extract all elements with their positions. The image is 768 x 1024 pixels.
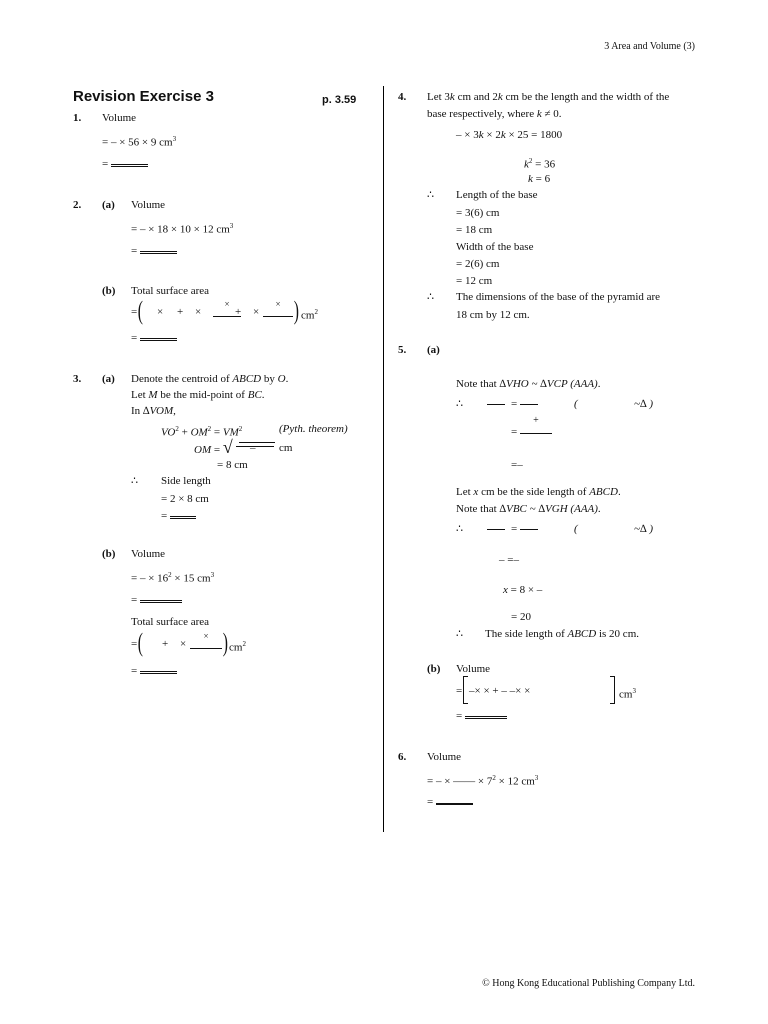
q5a-20: = 20 xyxy=(511,611,531,623)
therefore-symbol: ∴ xyxy=(456,523,463,535)
page-reference: p. 3.59 xyxy=(322,94,357,106)
q1-answer: = xyxy=(102,156,148,171)
fraction: × xyxy=(190,631,222,655)
q5a-conclusion: The side length of ABCD is 20 cm. xyxy=(485,628,639,640)
q5a-ratio: – =– xyxy=(499,554,519,566)
q4-width-eq2: = 12 cm xyxy=(456,275,493,287)
q3b-formula: = – × $16^2 \times 15$ $cm^3$ xyxy=(131,571,215,585)
q5a-x-eq: x = 8 × – xyxy=(503,584,543,596)
q2a-answer: = xyxy=(131,243,177,258)
q2b-title: Total surface area xyxy=(131,285,210,297)
q4-k-eq: k = 6 xyxy=(528,173,551,185)
q4-length-eq2: = 18 cm xyxy=(456,224,493,236)
q3a-side-length: Side length xyxy=(161,475,211,487)
pythagoras-note: (Pyth. theorem) xyxy=(279,423,348,435)
q5b-content: –× × + – –× × xyxy=(469,685,531,697)
q3a-pythagoras: $VO^2 + OM^2 = VM^2$ xyxy=(161,425,243,439)
q5b-eq: = xyxy=(456,685,463,697)
answer-blank xyxy=(436,795,473,805)
q3a-line1: Denote the centroid of ABCD by O. xyxy=(131,373,289,385)
left-paren: ( xyxy=(137,628,143,657)
q2b-eq: = xyxy=(131,306,138,318)
right-paren: ) xyxy=(222,628,228,657)
q5b-answer: = xyxy=(456,708,507,723)
page-footer: © Hong Kong Educational Publishing Company Ltd. xyxy=(482,978,695,989)
q4-number: 4. xyxy=(398,91,407,103)
unit: $cm^2$ xyxy=(229,640,246,654)
q6-formula: = – × —— × $7^2 \times 12$ $cm^3$ xyxy=(427,774,539,788)
q5-number: 5. xyxy=(398,344,407,356)
q4-conclusion2: 18 cm by 12 cm. xyxy=(456,309,530,321)
left-paren: ( xyxy=(137,296,143,325)
page-header: 3 Area and Volume (3) xyxy=(604,41,695,52)
q5a-label: (a) xyxy=(427,344,440,356)
fraction-bar xyxy=(487,522,505,536)
q6-label: Volume xyxy=(427,751,462,763)
right-paren: ) xyxy=(293,296,299,325)
q2a-formula: = – × 18 × 10 × 12 $cm^3$ xyxy=(131,222,234,236)
q5a-note2: Note that ∆VBC ~ ∆VGH (AAA). xyxy=(456,503,601,515)
left-bracket xyxy=(463,676,468,704)
q4-line2: base respectively, where k ≠ 0. xyxy=(427,108,562,120)
q5a-let: Let x cm be the side length of ABCD. xyxy=(456,486,621,498)
q2b-answer: = xyxy=(131,330,177,345)
q3a-om: OM = √ xyxy=(194,437,233,457)
unit: $cm^2$ xyxy=(301,308,318,322)
q2b-label: (b) xyxy=(102,285,116,297)
q5a-note1: Note that ∆VHO ~ ∆VCP (AAA). xyxy=(456,378,601,390)
q2-number: 2. xyxy=(73,199,82,211)
q1-formula: = – × 56 × 9 $cm^3$ xyxy=(102,135,177,149)
answer-blank xyxy=(140,330,177,341)
right-bracket xyxy=(610,676,615,704)
q3b-tsa-eq: = xyxy=(131,638,138,650)
q3a-8cm: = 8 cm xyxy=(217,459,248,471)
answer-blank xyxy=(465,708,507,719)
q4-width-label: Width of the base xyxy=(456,241,534,253)
unit: $cm^3$ xyxy=(619,687,636,701)
q1-number: 1. xyxy=(73,112,82,124)
q6-answer: = xyxy=(427,795,473,809)
q3-number: 3. xyxy=(73,373,82,385)
q4-line1: Let 3k cm and 2k cm be the length and the width of the xyxy=(427,91,670,103)
q3a-answer: = xyxy=(161,508,196,523)
q4-k2-eq: $k^2 = 36$ xyxy=(524,157,556,171)
q6-number: 6. xyxy=(398,751,407,763)
q2a-label: (a) xyxy=(102,199,115,211)
fraction: × xyxy=(213,299,241,323)
q3b-label: (b) xyxy=(102,548,116,560)
therefore-symbol: ∴ xyxy=(131,475,138,487)
q3b-answer: = xyxy=(131,592,182,607)
q4-conclusion1: The dimensions of the base of the pyramid are xyxy=(456,291,661,303)
answer-blank xyxy=(140,663,177,674)
answer-blank xyxy=(140,243,177,254)
therefore-symbol: ∴ xyxy=(427,189,434,201)
page-title: Revision Exercise 3 xyxy=(73,88,214,105)
q3a-side-eq: = 2 × 8 cm xyxy=(161,493,209,505)
column-divider xyxy=(383,86,384,832)
therefore-symbol: ∴ xyxy=(456,628,463,640)
q1-label: Volume xyxy=(102,112,137,124)
answer-blank xyxy=(170,508,196,519)
answer-blank xyxy=(140,592,182,603)
q5b-label: (b) xyxy=(427,663,441,675)
answer-blank xyxy=(111,156,148,167)
q4-line3: – × 3k × 2k × 25 = 1800 xyxy=(456,129,563,141)
fraction: × xyxy=(263,299,293,323)
q4-length-label: Length of the base xyxy=(456,189,538,201)
q3b-tsa-title: Total surface area xyxy=(131,616,210,628)
fraction-bar xyxy=(487,397,505,411)
therefore-symbol: ∴ xyxy=(456,398,463,410)
q2a-title: Volume xyxy=(131,199,166,211)
q3b-tsa-answer: = xyxy=(131,663,177,678)
q4-length-eq1: = 3(6) cm xyxy=(456,207,500,219)
worksheet-page: 3 Area and Volume (3) Revision Exercise 3 p. 3.59 1. Volume = – × 56 × 9 $cm^3$ = 2. (a) Volume = – × 18 × 10 × 12 $cm^3$ = (b) Total surface area = ( × + × × + × × ) $cm^2$ = 3. (a) Denote the centroid of ABCD by O. Let M be the mid-point of BC. In ∆VOM, $VO^2 + OM^2 = VM^2$ (Pyth. theorem) OM = √ – cm = 8 cm ∴ Side length = 2 × 8 cm = (b) Volume = – × $16^2 \times 15$ $cm^3$ = Total surface area = ( + × × ) $cm^2$ = 4. Let 3k cm and 2k cm be the length and the width of the base respectively, where k ≠ 0. – × 3k × 2k × 25 = 1800 $k^2 = 36$ k = 6 ∴ Length of the base = 3(6) cm = 18 cm Width of the base = 2(6) cm = 12 cm ∴ The dimensions of the base of the pyramid are 18 cm by 12 cm. 5. (a) Note that ∆VHO ~ ∆VCP (AAA). ∴ = ( ~∆ ) = + =– Let x cm be the side length of ABCD. Note that ∆VBC ~ ∆VGH (AAA). ∴ = ( ~∆ ) – =– x = 8 × – = 20 ∴ The side length of ABCD is 20 cm. (b) Volume = –× × + – –× × $cm^3$ = 6. Volume = – × —— × $7^2 \times 12$ $cm^3$ = © Hong Kong Educational Publishing Company Ltd. xyxy=(73,41,695,989)
fraction-bar xyxy=(520,522,538,536)
fraction: + xyxy=(520,416,552,440)
q3a-line3: In ∆VOM, xyxy=(131,405,176,417)
therefore-symbol: ∴ xyxy=(427,291,434,303)
q5b-title: Volume xyxy=(456,663,491,675)
fraction-bar xyxy=(520,397,538,411)
q3b-title: Volume xyxy=(131,548,166,560)
q4-width-eq1: = 2(6) cm xyxy=(456,258,500,270)
q3a-line2: Let M be the mid-point of BC. xyxy=(131,389,265,401)
q3a-label: (a) xyxy=(102,373,115,385)
